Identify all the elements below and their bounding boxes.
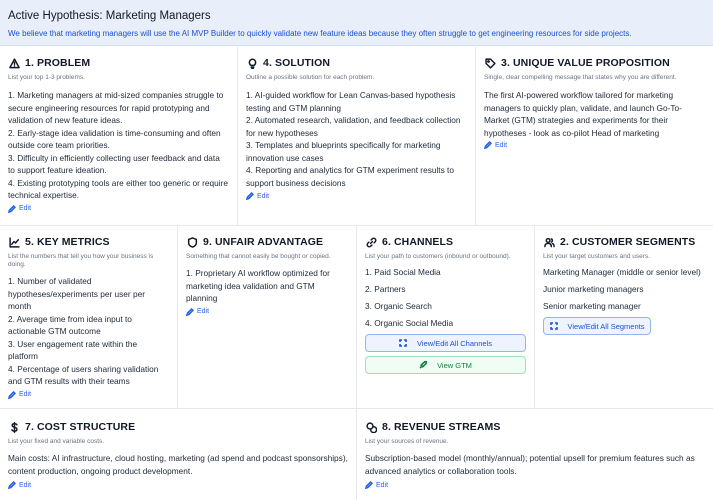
channel-item: 3. Organic Search: [365, 301, 432, 311]
segments-list: [543, 266, 705, 313]
pencil-icon: [484, 141, 492, 149]
revenue-text: Subscription-based model (monthly/annual); potential upsell for premium features such as advanced analytics or collaboration tools.: [365, 453, 695, 476]
metrics-line: 4. Percentage of users sharing validation and GTM results with their teams: [8, 363, 159, 386]
solution-text: [246, 89, 467, 189]
problem-line: 2. Early-stage idea validation is time-consuming and often outside core team priorities.: [8, 127, 221, 150]
problem-text: [8, 89, 229, 202]
banner-description: We believe that marketing managers will use the AI MVP Builder to quickly validate new feature ideas because they often struggle to get engineering resources for side projects.: [8, 29, 632, 38]
rocket-icon: [419, 361, 427, 369]
solution-line: 1. AI-guided workflow for Lean Canvas-based hypothesis testing and GTM planning: [246, 90, 456, 113]
channels-card: [357, 226, 535, 409]
metrics-edit-label: Edit: [19, 391, 32, 398]
segments-subtitle: List your target customers and users.: [543, 253, 650, 260]
revenue-card: [357, 409, 713, 500]
advantage-text: 1. Proprietary AI workflow optimized for marketing idea validation and GTM planning: [186, 268, 330, 303]
problem-card: [0, 47, 238, 226]
advantage-edit-link[interactable]: [186, 308, 348, 316]
lightbulb-icon: [246, 57, 258, 69]
cost-edit-link[interactable]: [8, 481, 348, 489]
metrics-text: [8, 275, 169, 388]
solution-title: 4. SOLUTION: [263, 57, 331, 69]
tag-icon: [484, 57, 496, 69]
problem-subtitle: List your top 1-3 problems.: [8, 74, 85, 81]
view-edit-channels-button[interactable]: [365, 334, 526, 352]
pencil-icon: [365, 481, 373, 489]
segments-card: [535, 226, 713, 409]
problem-edit-label: Edit: [19, 205, 32, 212]
segment-item: Junior marketing managers: [543, 284, 644, 294]
channels-subtitle: List your path to customers (inbound or outbound).: [365, 253, 511, 260]
cost-title: 7. COST STRUCTURE: [25, 421, 136, 433]
solution-line: 2. Automated research, validation, and feedback collection for new hypotheses: [246, 115, 461, 138]
advantage-edit-label: Edit: [197, 308, 210, 315]
uvp-subtitle: Single, clear compelling message that states why you are different.: [484, 74, 677, 81]
revenue-title: 8. REVENUE STREAMS: [382, 421, 501, 433]
warning-triangle-icon: [8, 57, 20, 69]
pencil-icon: [8, 481, 16, 489]
channels-list: [365, 266, 526, 330]
dollar-icon: [8, 421, 20, 433]
coins-icon: [365, 421, 377, 433]
advantage-card: [178, 226, 357, 409]
solution-edit-label: Edit: [257, 192, 270, 200]
pencil-icon: [246, 192, 254, 200]
uvp-title: 3. UNIQUE VALUE PROPOSITION: [501, 57, 670, 69]
users-icon: [543, 236, 555, 248]
cost-text: Main costs: AI infrastructure, cloud hosting, marketing (ad spend and podcast sponsorships), content production, ongoing product development.: [8, 453, 348, 476]
metrics-edit-link[interactable]: [8, 391, 169, 399]
metrics-card: [0, 226, 178, 409]
channels-title: 6. CHANNELS: [382, 236, 454, 248]
uvp-edit-label: Edit: [495, 141, 508, 149]
banner-title: Active Hypothesis: Marketing Managers: [8, 10, 211, 22]
hypothesis-banner: [0, 0, 713, 46]
metrics-line: 3. User engagement rate within the platform: [8, 338, 138, 361]
problem-edit-link[interactable]: [8, 205, 229, 213]
solution-line: 4. Reporting and analytics for GTM experiment results to support business decisions: [246, 165, 454, 188]
view-edit-segments-label: View/Edit All Segments: [567, 321, 645, 331]
solution-edit-link[interactable]: [246, 192, 467, 200]
view-edit-segments-button[interactable]: [543, 317, 651, 335]
cost-card: [0, 409, 357, 500]
solution-card: [238, 47, 476, 226]
metrics-title: 5. KEY METRICS: [25, 236, 110, 248]
segment-item: Senior marketing manager: [543, 301, 641, 311]
solution-line: 3. Templates and blueprints specifically for marketing innovation use cases: [246, 140, 441, 163]
view-edit-channels-label: View/Edit All Channels: [417, 338, 492, 348]
expand-icon: [550, 322, 558, 330]
problem-line: 3. Difficulty in efficiently collecting user feedback and data to support feature ideation.: [8, 152, 220, 175]
problem-title: 1. PROBLEM: [25, 57, 91, 69]
expand-icon: [399, 339, 407, 347]
segment-item: Marketing Manager (middle or senior level): [543, 267, 701, 277]
uvp-card: [476, 47, 713, 226]
line-chart-icon: [8, 236, 20, 248]
revenue-subtitle: List your sources of revenue.: [365, 438, 449, 445]
metrics-subtitle: List the numbers that tell you how your business is doing.: [8, 253, 154, 268]
uvp-text: The first AI-powered workflow tailored for marketing managers to quickly plan, validate, and launch Go-To-Market (GTM) strategies and experiments for their hypotheses - look as co-pilot Head of marketing: [484, 90, 682, 138]
view-gtm-button[interactable]: [365, 356, 526, 374]
view-gtm-label: View GTM: [437, 360, 472, 370]
solution-subtitle: Outline a possible solution for each problem.: [246, 74, 375, 81]
link-icon: [365, 236, 377, 248]
pencil-icon: [8, 205, 16, 213]
shield-icon: [186, 236, 198, 248]
segments-title: 2. CUSTOMER SEGMENTS: [560, 236, 696, 248]
uvp-edit-link[interactable]: [484, 141, 705, 149]
revenue-edit-link[interactable]: [365, 481, 705, 489]
advantage-title: 9. UNFAIR ADVANTAGE: [203, 236, 324, 248]
metrics-line: 2. Average time from idea input to actionable GTM outcome: [8, 313, 132, 336]
problem-line: 4. Existing prototyping tools are either too generic or require technical expertise.: [8, 177, 228, 200]
metrics-line: 1. Number of validated hypotheses/experiments per user per month: [8, 276, 145, 311]
channel-item: 1. Paid Social Media: [365, 267, 441, 277]
pencil-icon: [186, 308, 194, 316]
cost-subtitle: List your fixed and variable costs.: [8, 438, 105, 445]
channel-item: 4. Organic Social Media: [365, 318, 454, 328]
advantage-subtitle: Something that cannot easily be bought or copied.: [186, 253, 331, 260]
pencil-icon: [8, 391, 16, 399]
revenue-edit-label: Edit: [376, 481, 389, 489]
problem-line: 1. Marketing managers at mid-sized companies struggle to secure engineering resources for rapid prototyping and validation of new feature ideas.: [8, 90, 224, 125]
channel-item: 2. Partners: [365, 284, 406, 294]
cost-edit-label: Edit: [19, 481, 32, 489]
